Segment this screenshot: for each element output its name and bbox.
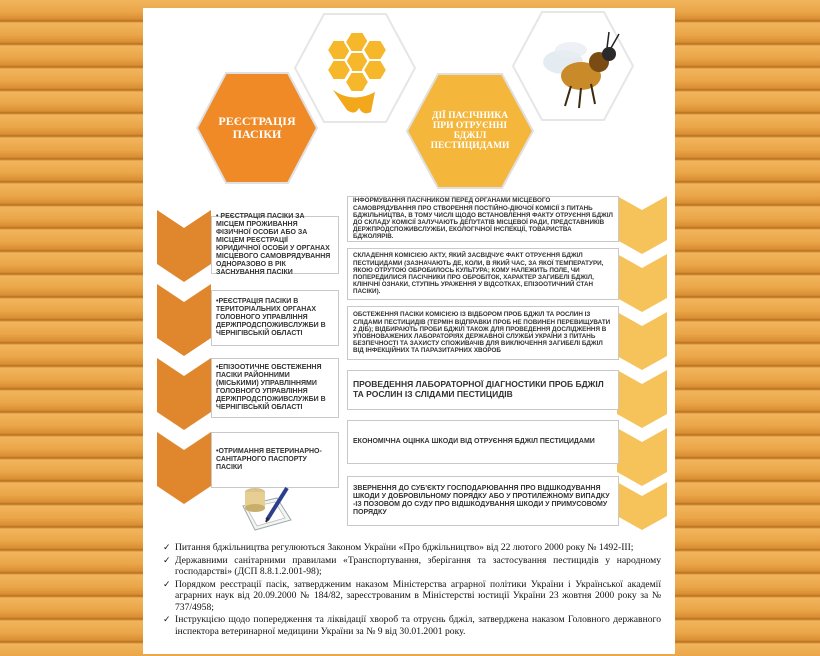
poster bbox=[143, 8, 675, 654]
left-step-1-text: • РЕЄСТРАЦІЯ ПАСІКИ ЗА МІСЦЕМ ПРОЖИВАННЯ ФІЗИЧНОЇ ОСОБИ АБО ЗА МІСЦЕМ РЕЄСТРАЦІЇ ЮРИДИЧНОЇ ОСОБИ У ОРГАНАХ МІСЦЕВОГО САМОВРЯДУВАННЯ ОДНОРАЗОВО В РІК ЗАСНУВАННЯ ПАСІКИ bbox=[216, 212, 331, 277]
right-step-4-text: ПРОВЕДЕННЯ ЛАБОРАТОРНОЇ ДІАГНОСТИКИ ПРОБ БДЖІЛ ТА РОСЛИН ІЗ СЛІДАМИ ПЕСТИЦИДІВ bbox=[353, 379, 604, 399]
registration-title: РЕЄСТРАЦІЯ ПАСІКИ bbox=[218, 114, 296, 141]
right-step-5 bbox=[347, 420, 619, 464]
check-icon: ✓ bbox=[163, 542, 171, 552]
document-pen-icon bbox=[237, 480, 297, 532]
right-step-2 bbox=[347, 248, 619, 300]
right-step-5-text: ЕКОНОМІЧНА ОЦІНКА ШКОДИ ВІД ОТРУЄННЯ БДЖІЛ ПЕСТИЦИДАМИ bbox=[353, 437, 595, 445]
left-step-1 bbox=[211, 212, 339, 277]
right-step-6-text: ЗВЕРНЕННЯ ДО СУБ'ЄКТУ ГОСПОДАРЮВАННЯ ПРО ВІДШКОДУВАННЯ ШКОДИ У ДОБРОВІЛЬНОМУ ПОРЯДКУ АБО У ПРОТИЛЕЖНОМУ ВИПАДКУ -ІЗ ПОЗОВОМ ДО СУДУ ПРО ВІДШКОДУВАННЯ ШКОДИ У ПРИМУСОВОМУ ПОРЯДКУ bbox=[353, 484, 610, 517]
left-step-2-text: •РЕЄСТРАЦІЯ ПАСІКИ В ТЕРИТОРІАЛЬНИХ ОРГАНАХ ГОЛОВНОГО УПРАВЛІННЯ ДЕРЖПРОДСПОЖИВСЛУЖБИ В ЧЕРНІГІВСЬКІЙ ОБЛАСТІ bbox=[216, 297, 326, 338]
right-step-1-text: ІНФОРМУВАННЯ ПАСІЧНИКОМ ПЕРЕД ОРГАНАМИ МІСЦЕВОГО САМОВРЯДУВАННЯ ПРО СТВОРЕННЯ ПОСТІЙНО-ДІЮЧОЇ КОМІСІЇ З ПИТАНЬ БДЖІЛЬНИЦТВА, В ТОМУ ЧИСЛІ ЩОДО ВСТАНОВЛЕННЯ ФАКТУ ОТРУЄННЯ БДЖІЛ ДО СКЛАДУ КОМІСІЇ ЗАЛУЧАЮТЬ ДЕПУТАТІВ МІСЦЕВОЇ РАДИ, ПРЕДСТАВНИКІВ ДЕРЖПРОДСПОЖИВСЛУЖБИ, ЕКОЛОГІЧНОЇ ІНСПЕКЦІЇ, ТОВАРИСТВА БДЖОЛЯРІВ. bbox=[353, 197, 613, 241]
note-item bbox=[163, 555, 661, 578]
right-step-2-text: СКЛАДЕННЯ КОМІСІЄЮ АКТУ, ЯКИЙ ЗАСВІДЧУЄ ФАКТ ОТРУЄННЯ БДЖІЛ ПЕСТИЦИДАМИ (ЗАЗНАЧАЮТЬ ДЕ, КОЛИ, В ЯКИЙ ЧАС, ЗА ЯКОЇ ТЕМПЕРАТУРИ, ЯКОЮ ОТРУТОЮ ОБРОБИЛОСЬ КУЛЬТУРА; КОМУ НАЛЕЖИТЬ ПОЛЕ, ЧИ ПОПЕРЕДИЛИСЯ ПАСІЧНИКИ ПРО ОБРОБІТОК, ХАРАКТЕР ЗАГИБЕЛІ БДЖІЛ, КЛІНІЧНІ ОЗНАКИ, СТУПІНЬ УРАЖЕННЯ У ВІДСОТКАХ, ЕПІЗООТИЧНИЙ СТАН ПАСІКИ). bbox=[353, 252, 604, 296]
check-icon: ✓ bbox=[163, 554, 171, 565]
check-icon: ✓ bbox=[163, 614, 171, 624]
left-chevrons bbox=[157, 210, 211, 510]
right-step-3-text: ОБСТЕЖЕННЯ ПАСІКИ КОМІСІЄЮ ІЗ ВІДБОРОМ ПРОБ БДЖІЛ ТА РОСЛИН ІЗ СЛІДАМИ ПЕСТИЦИДІВ (ТЕРМІН ВІДПРАВКИ ПРОБ НЕ ПОВИНЕН ПЕРЕВИЩУВАТИ 2 ДІБ); ВІДБИРАЮТЬ ПРОБИ БДЖІЛ ТАКОЖ ДЛЯ ПРОВЕДЕННЯ ДОСЛІДЖЕННЯ В УПОВНОВАЖЕНИХ ЛАБОРАТОРІЯХ ДЕРЖАВНОЇ СЛУЖБИ УКРАЇНИ З ПИТАНЬ БЕЗПЕЧНОСТІ ТА ЗАХИСТУ СПОЖИВАЧІВ ДЛЯ ВИКЛЮЧЕННЯ ЗАГИБЕЛІ БДЖІЛ ВІД ІНФЕКЦІЙНИХ ТА ПАРАЗИТАРНИХ ХВОРОБ bbox=[353, 311, 611, 355]
right-chevrons bbox=[617, 196, 667, 532]
left-step-3-text: •ЕПІЗООТИЧНЕ ОБСТЕЖЕННЯ ПАСІКИ РАЙОННИМИ (МІСЬКИМИ) УПРАВЛІННЯМИ ГОЛОВНОГО УПРАВЛІННЯ ДЕРЖПРОДСПОЖИВСЛУЖБИ В ЧЕРНІГІВСЬКІЙ ОБЛАСТІ bbox=[216, 363, 326, 412]
check-icon: ✓ bbox=[163, 578, 171, 589]
right-step-3 bbox=[347, 306, 619, 360]
note-text: Питання бджільництва регулюються Законом України «Про бджільництво» від 22 лютого 2000 року № 1492-ІІІ; bbox=[175, 542, 634, 553]
note-text: Інструкцією щодо попередження та ліквідації хвороб та отруєнь бджіл, затверджена наказом Головного державного інспектора ветеринарної медицини України за № 9 від 30.01.2001 року. bbox=[175, 614, 661, 637]
legal-notes bbox=[163, 542, 661, 638]
actions-title: ДІЇ ПАСІЧНИКА ПРИ ОТРУЄННІ БДЖІЛ ПЕСТИЦИДАМИ bbox=[430, 111, 510, 151]
left-step-2 bbox=[211, 290, 339, 346]
note-text: Державними санітарними правилами «Транспортування, зберігання та застосування пестицидів у народному господарстві» (ДСП 8.8.1.2.001-98); bbox=[175, 554, 661, 577]
note-item bbox=[163, 579, 661, 614]
right-step-4 bbox=[347, 370, 619, 410]
right-step-6 bbox=[347, 476, 619, 526]
note-item bbox=[163, 614, 661, 637]
right-step-1 bbox=[347, 196, 619, 242]
left-step-3 bbox=[211, 358, 339, 418]
note-item bbox=[163, 542, 661, 554]
note-text: Порядком реєстрації пасік, затвердженим наказом Міністерства аграрної політики України і Української академії аграрних наук від 20.09.2000 № 184/82, зареєстрованим в Міністерстві юстиції України 23 жовтня 2000 року за № 737/4958; bbox=[175, 578, 661, 613]
left-step-4-text: •ОТРИМАННЯ ВЕТЕРИНАРНО-САНІТАРНОГО ПАСПОРТУ ПАСІКИ bbox=[216, 447, 322, 472]
